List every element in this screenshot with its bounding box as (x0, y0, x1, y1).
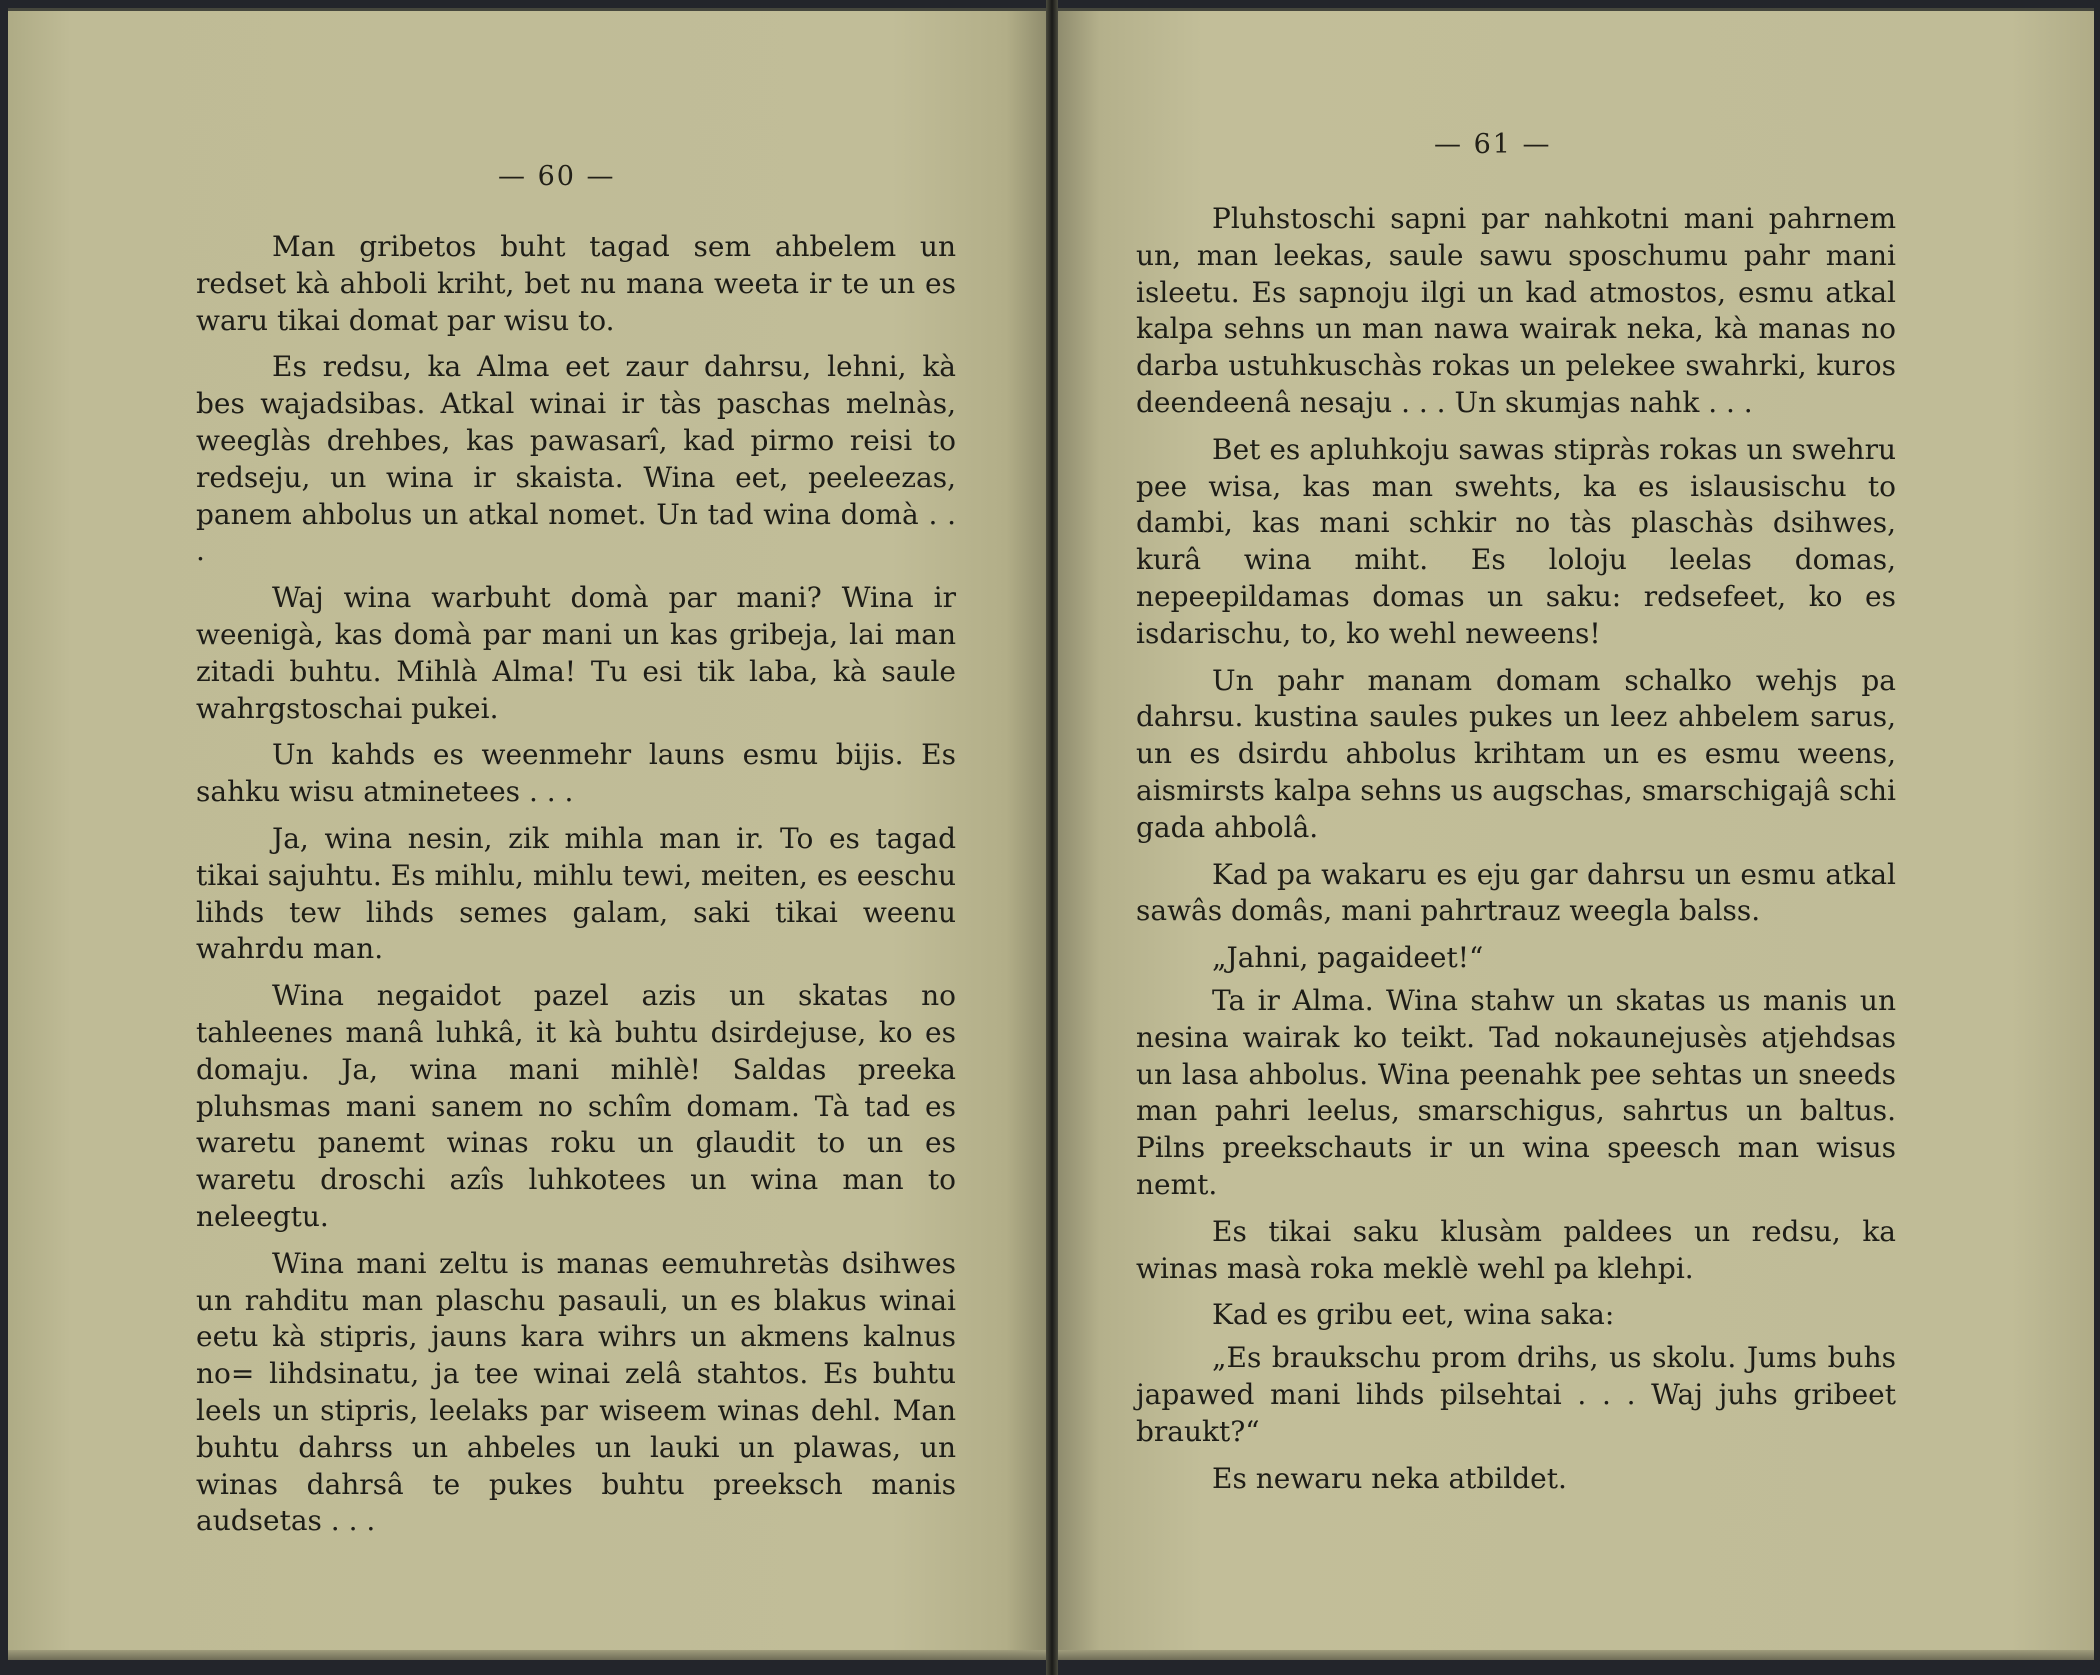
right-page-text (1136, 201, 1896, 1507)
paragraph: Wina negaidot pazel azis un skatas no tahleenes manâ luhkâ, it kà buhtu dsirdejuse, ko es domaju. Ja, wina mani mihlè! Saldas preeka pluhsmas mani sanem no schîm domam. Tà tad es waretu panemt winas roku un glaudit to un es waretu droschi azîs luhkotees un wina man to neleegtu. (196, 979, 956, 1233)
page-bottom-edge (1058, 1650, 2094, 1660)
paragraph: Kad es gribu eet, wina saka: (1212, 1298, 1615, 1332)
left-page-text (196, 229, 956, 1550)
paragraph: „Es braukschu prom drihs, us skolu. Jums buhs japawed mani lihds pilsehtai . . . Waj juhs gribeet braukt?“ (1136, 1341, 1896, 1448)
paragraph: Es tikai saku klusàm paldees un redsu, ka winas masà roka meklè wehl pa klehpi. (1136, 1214, 1896, 1285)
paragraph: „Jahni, pagaideet!“ (1212, 941, 1484, 975)
page-bottom-edge (8, 1650, 1048, 1660)
paragraph: Bet es apluhkoju sawas stipràs rokas un swehru pee wisa, kas man swehts, ka es islausischu to dambi, kas mani schkir no tàs plaschàs dsihwes, kurâ wina miht. Es loloju leelas domas, nepeepildamas domas un saku: redsefeet, ko es isdarischu, to, ko wehl neweens! (1136, 432, 1896, 650)
paragraph: Un pahr manam domam schalko wehjs pa dahrsu. kustina saules pukes un leez ahbelem sarus, un es dsirdu ahbolus krihtam un es esmu weens, aismirsts kalpa sehns us augschas, smarschigajâ schi gada ahbolâ. (1136, 663, 1896, 844)
paragraph: Un kahds es weenmehr launs esmu bijis. Es sahku wisu atminetees . . . (196, 738, 956, 809)
paragraph: Ja, wina nesin, zik mihla man ir. To es tagad tikai sajuhtu. Es mihlu, mihlu tewi, meiten, es eeschu lihds tew lihds semes galam, saki tikai weenu wahrdu man. (196, 821, 956, 966)
paragraph: Ta ir Alma. Wina stahw un skatas us manis un nesina wairak ko teikt. Tad nokaunejusès atjehdsas un lasa ahbolus. Wina peenahk pee sehtas un sneeds man pahri leelus, smarschigus, sahrtus un baltus. Pilns preekschauts ir un wina speesch man wisus nemt. (1136, 983, 1896, 1201)
page-number-left: — 60 — (498, 161, 616, 192)
paragraph: Es newaru neka atbildet. (1212, 1461, 1567, 1495)
paragraph: Waj wina warbuht domà par mani? Wina ir weenigà, kas domà par mani un kas gribeja, lai man zitadi buhtu. Mihlà Alma! Tu esi tik laba, kà saule wahrgstoschai pukei. (196, 581, 956, 725)
left-page (8, 8, 1048, 1660)
book-gutter (1046, 0, 1058, 1675)
paragraph: Pluhstoschi sapni par nahkotni mani pahrnem un, man leekas, saule sawu sposchumu pahr mani isleetu. Es sapnoju ilgi un kad atmostos, esmu atkal kalpa sehns un man nawa wairak neka, kà manas no darba ustuhkuschàs rokas un pelekee swahrki, kuros deendeenâ nesaju . . . Un skumjas nahk . . . (1136, 202, 1896, 419)
paragraph: Wina mani zeltu is manas eemuhretàs dsihwes un rahditu man plaschu pasauli, un es blakus winai eetu kà stipris, jauns kara wihrs un akmens kalnus no= lihdsinatu, ja tee winai zelâ stahtos. Es buhtu leels un stipris, leelaks par wiseem winas dehl. Man buhtu dahrss un ahbeles un lauki un plawas, un winas dahrsâ te pukes buhtu preeksch manis audsetas . . . (196, 1246, 956, 1538)
paragraph: Kad pa wakaru es eju gar dahrsu un esmu atkal sawâs domâs, mani pahrtrauz weegla balss. (1136, 857, 1896, 928)
paragraph: Man gribetos buht tagad sem ahbelem un redset kà ahboli kriht, bet nu mana weeta ir te un es waru tikai domat par wisu to. (196, 230, 956, 337)
paragraph: Es redsu, ka Alma eet zaur dahrsu, lehni, kà bes wajadsibas. Atkal winai ir tàs paschas melnàs, weeglàs drehbes, kas pawasarî, kad pirmo reisi to redseju, un wina ir skaista. Wina eet, peeleezas, panem ahbolus un atkal nomet. Un tad wina domà . . . (196, 350, 956, 568)
right-page (1058, 8, 2094, 1660)
page-number-right: — 61 — (1434, 129, 1552, 160)
